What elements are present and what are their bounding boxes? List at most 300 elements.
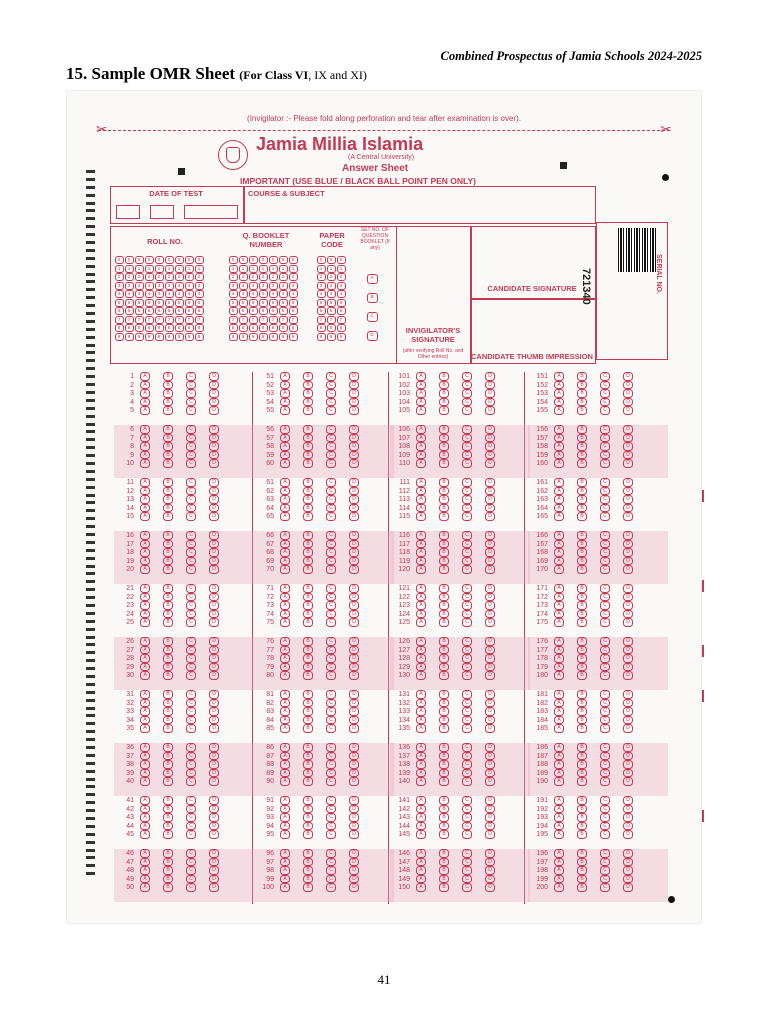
option-bubble[interactable]: A (554, 858, 564, 867)
option-bubble[interactable]: C (462, 769, 472, 778)
option-bubble[interactable]: A (554, 495, 564, 504)
option-bubble[interactable]: A (280, 398, 290, 407)
option-bubble[interactable]: B (439, 637, 449, 646)
option-bubble[interactable]: A (416, 504, 426, 513)
digit-bubble[interactable]: 6 (259, 307, 268, 315)
option-bubble[interactable]: D (209, 540, 219, 549)
option-bubble[interactable]: C (600, 425, 610, 434)
option-bubble[interactable]: B (577, 866, 587, 875)
option-bubble[interactable]: C (600, 487, 610, 496)
digit-bubble[interactable]: 9 (289, 333, 298, 341)
option-bubble[interactable]: C (326, 565, 336, 574)
option-bubble[interactable]: C (462, 849, 472, 858)
option-bubble[interactable]: D (485, 584, 495, 593)
option-bubble[interactable]: D (485, 743, 495, 752)
option-bubble[interactable]: C (326, 540, 336, 549)
option-bubble[interactable]: B (577, 389, 587, 398)
option-bubble[interactable]: C (186, 540, 196, 549)
option-bubble[interactable]: B (439, 504, 449, 513)
option-bubble[interactable]: B (577, 478, 587, 487)
option-bubble[interactable]: D (349, 743, 359, 752)
option-bubble[interactable]: B (577, 601, 587, 610)
digit-bubble[interactable]: 0 (185, 256, 194, 264)
digit-bubble[interactable]: 8 (229, 324, 238, 332)
option-bubble[interactable]: D (349, 654, 359, 663)
option-bubble[interactable]: A (554, 593, 564, 602)
option-bubble[interactable]: A (416, 707, 426, 716)
option-bubble[interactable]: D (209, 406, 219, 415)
option-bubble[interactable]: C (462, 637, 472, 646)
option-bubble[interactable]: B (163, 724, 173, 733)
option-bubble[interactable]: D (485, 565, 495, 574)
option-bubble[interactable]: A (140, 769, 150, 778)
option-bubble[interactable]: B (439, 584, 449, 593)
digit-bubble[interactable]: 2 (229, 273, 238, 281)
option-bubble[interactable]: D (349, 646, 359, 655)
digit-bubble[interactable]: 4 (229, 290, 238, 298)
option-bubble[interactable]: C (462, 777, 472, 786)
option-bubble[interactable]: B (577, 777, 587, 786)
option-bubble[interactable]: C (462, 883, 472, 892)
option-bubble[interactable]: D (349, 389, 359, 398)
option-bubble[interactable]: A (554, 478, 564, 487)
option-bubble[interactable]: D (349, 760, 359, 769)
option-bubble[interactable]: A (280, 707, 290, 716)
option-bubble[interactable]: A (140, 565, 150, 574)
option-bubble[interactable]: A (140, 478, 150, 487)
option-bubble[interactable]: D (623, 584, 633, 593)
option-bubble[interactable]: C (326, 699, 336, 708)
digit-bubble[interactable]: 5 (259, 299, 268, 307)
option-bubble[interactable]: D (349, 557, 359, 566)
digit-bubble[interactable]: 5 (175, 299, 184, 307)
digit-bubble[interactable]: 7 (269, 316, 278, 324)
option-bubble[interactable]: D (209, 716, 219, 725)
digit-bubble[interactable]: 3 (165, 282, 174, 290)
option-bubble[interactable]: C (462, 805, 472, 814)
digit-bubble[interactable]: 4 (289, 290, 298, 298)
option-bubble[interactable]: D (209, 459, 219, 468)
digit-bubble[interactable]: 0 (337, 256, 346, 264)
option-bubble[interactable]: B (303, 548, 313, 557)
digit-bubble[interactable]: 2 (165, 273, 174, 281)
option-bubble[interactable]: A (280, 487, 290, 496)
booklet-grid[interactable] (228, 256, 298, 341)
option-bubble[interactable]: A (416, 434, 426, 443)
option-bubble[interactable]: D (209, 601, 219, 610)
option-bubble[interactable]: A (554, 459, 564, 468)
option-bubble[interactable]: B (163, 504, 173, 513)
digit-bubble[interactable]: 8 (165, 324, 174, 332)
digit-bubble[interactable]: 7 (115, 316, 124, 324)
option-bubble[interactable]: C (326, 883, 336, 892)
option-bubble[interactable]: B (163, 389, 173, 398)
digit-bubble[interactable]: 1 (289, 265, 298, 273)
option-bubble[interactable]: D (623, 618, 633, 627)
digit-bubble[interactable]: 6 (155, 307, 164, 315)
option-bubble[interactable]: B (303, 760, 313, 769)
option-bubble[interactable]: C (326, 707, 336, 716)
option-bubble[interactable]: C (186, 372, 196, 381)
option-bubble[interactable]: C (326, 478, 336, 487)
option-bubble[interactable]: B (163, 610, 173, 619)
option-bubble[interactable]: B (163, 372, 173, 381)
digit-bubble[interactable]: 9 (195, 333, 204, 341)
option-bubble[interactable]: D (485, 540, 495, 549)
option-bubble[interactable]: C (326, 760, 336, 769)
option-bubble[interactable]: B (577, 610, 587, 619)
option-bubble[interactable]: C (326, 875, 336, 884)
option-bubble[interactable]: B (163, 584, 173, 593)
option-bubble[interactable]: D (209, 858, 219, 867)
option-bubble[interactable]: C (186, 760, 196, 769)
option-bubble[interactable]: D (209, 654, 219, 663)
option-bubble[interactable]: C (462, 813, 472, 822)
option-bubble[interactable]: D (485, 389, 495, 398)
option-bubble[interactable]: A (416, 699, 426, 708)
option-bubble[interactable]: B (577, 849, 587, 858)
option-bubble[interactable]: D (209, 875, 219, 884)
option-bubble[interactable]: A (280, 760, 290, 769)
option-bubble[interactable]: C (186, 654, 196, 663)
option-bubble[interactable]: D (485, 875, 495, 884)
option-bubble[interactable]: B (439, 398, 449, 407)
option-bubble[interactable]: B (577, 495, 587, 504)
option-bubble[interactable]: B (577, 593, 587, 602)
digit-bubble[interactable]: 6 (279, 307, 288, 315)
option-bubble[interactable]: C (600, 451, 610, 460)
option-bubble[interactable]: A (140, 601, 150, 610)
digit-bubble[interactable]: 0 (269, 256, 278, 264)
option-bubble[interactable]: B (577, 752, 587, 761)
digit-bubble[interactable]: 3 (135, 282, 144, 290)
option-bubble[interactable]: C (186, 451, 196, 460)
option-bubble[interactable]: A (554, 434, 564, 443)
option-bubble[interactable]: B (439, 813, 449, 822)
option-bubble[interactable]: C (462, 796, 472, 805)
digit-bubble[interactable]: 6 (185, 307, 194, 315)
option-bubble[interactable]: B (439, 487, 449, 496)
digit-bubble[interactable]: 1 (115, 265, 124, 273)
digit-bubble[interactable]: 3 (259, 282, 268, 290)
option-bubble[interactable]: C (326, 813, 336, 822)
option-bubble[interactable]: D (623, 813, 633, 822)
digit-bubble[interactable]: 4 (165, 290, 174, 298)
option-bubble[interactable]: A (280, 459, 290, 468)
option-bubble[interactable]: D (209, 752, 219, 761)
option-bubble[interactable]: A (140, 724, 150, 733)
option-bubble[interactable]: C (462, 565, 472, 574)
option-bubble[interactable]: A (140, 637, 150, 646)
option-bubble[interactable]: D (623, 752, 633, 761)
option-bubble[interactable]: B (303, 406, 313, 415)
digit-bubble[interactable]: 5 (115, 299, 124, 307)
digit-bubble[interactable]: 9 (145, 333, 154, 341)
option-bubble[interactable]: C (326, 381, 336, 390)
option-bubble[interactable]: D (623, 540, 633, 549)
option-bubble[interactable]: A (554, 805, 564, 814)
option-bubble[interactable]: D (485, 495, 495, 504)
option-bubble[interactable]: A (140, 398, 150, 407)
option-bubble[interactable]: B (439, 716, 449, 725)
option-bubble[interactable]: D (485, 398, 495, 407)
option-bubble[interactable]: A (416, 531, 426, 540)
option-bubble[interactable]: B (577, 654, 587, 663)
option-bubble[interactable]: C (186, 487, 196, 496)
option-bubble[interactable]: D (485, 548, 495, 557)
option-bubble[interactable]: C (462, 866, 472, 875)
option-bubble[interactable]: A (140, 866, 150, 875)
option-bubble[interactable]: C (600, 777, 610, 786)
option-bubble[interactable]: A (280, 434, 290, 443)
option-bubble[interactable]: D (485, 504, 495, 513)
option-bubble[interactable]: D (485, 646, 495, 655)
option-bubble[interactable]: A (140, 796, 150, 805)
option-bubble[interactable]: A (416, 372, 426, 381)
option-bubble[interactable]: C (186, 584, 196, 593)
option-bubble[interactable]: B (163, 495, 173, 504)
option-bubble[interactable]: C (186, 866, 196, 875)
option-bubble[interactable]: D (349, 584, 359, 593)
option-bubble[interactable]: B (303, 584, 313, 593)
option-bubble[interactable]: C (186, 849, 196, 858)
option-bubble[interactable]: D (209, 830, 219, 839)
option-bubble[interactable]: C (326, 434, 336, 443)
option-bubble[interactable]: B (439, 451, 449, 460)
option-bubble[interactable]: B (163, 752, 173, 761)
digit-bubble[interactable]: 8 (185, 324, 194, 332)
option-bubble[interactable]: C (326, 637, 336, 646)
option-bubble[interactable]: C (326, 849, 336, 858)
option-bubble[interactable]: C (462, 434, 472, 443)
option-bubble[interactable]: C (600, 584, 610, 593)
option-bubble[interactable]: D (485, 451, 495, 460)
option-bubble[interactable]: B (163, 671, 173, 680)
option-bubble[interactable]: B (439, 610, 449, 619)
option-bubble[interactable]: B (163, 398, 173, 407)
option-bubble[interactable]: D (623, 531, 633, 540)
option-bubble[interactable]: B (577, 381, 587, 390)
option-bubble[interactable]: B (163, 769, 173, 778)
option-bubble[interactable]: C (326, 601, 336, 610)
option-bubble[interactable]: A (416, 398, 426, 407)
option-bubble[interactable]: C (326, 716, 336, 725)
option-bubble[interactable]: D (209, 796, 219, 805)
digit-bubble[interactable]: 3 (289, 282, 298, 290)
option-bubble[interactable]: C (600, 743, 610, 752)
option-bubble[interactable]: D (485, 707, 495, 716)
digit-bubble[interactable]: 9 (269, 333, 278, 341)
option-bubble[interactable]: A (140, 760, 150, 769)
option-bubble[interactable]: B (303, 849, 313, 858)
option-bubble[interactable]: D (349, 504, 359, 513)
digit-bubble[interactable]: 8 (279, 324, 288, 332)
option-bubble[interactable]: A (416, 512, 426, 521)
option-bubble[interactable]: B (303, 752, 313, 761)
option-bubble[interactable]: B (163, 565, 173, 574)
digit-bubble[interactable]: 6 (115, 307, 124, 315)
option-bubble[interactable]: B (439, 495, 449, 504)
digit-bubble[interactable]: 6 (269, 307, 278, 315)
digit-bubble[interactable]: 4 (317, 290, 326, 298)
option-bubble[interactable]: C (326, 593, 336, 602)
digit-bubble[interactable]: 7 (165, 316, 174, 324)
option-bubble[interactable]: B (163, 777, 173, 786)
digit-bubble[interactable]: 6 (175, 307, 184, 315)
digit-bubble[interactable]: 4 (259, 290, 268, 298)
digit-bubble[interactable]: 2 (135, 273, 144, 281)
option-bubble[interactable]: A (280, 716, 290, 725)
digit-bubble[interactable]: 7 (155, 316, 164, 324)
option-bubble[interactable]: D (209, 813, 219, 822)
option-bubble[interactable]: D (349, 459, 359, 468)
digit-bubble[interactable]: 8 (239, 324, 248, 332)
option-bubble[interactable]: A (554, 752, 564, 761)
option-bubble[interactable]: D (349, 813, 359, 822)
option-bubble[interactable]: A (140, 716, 150, 725)
digit-bubble[interactable]: 1 (185, 265, 194, 273)
option-bubble[interactable]: A (416, 858, 426, 867)
digit-bubble[interactable]: 6 (125, 307, 134, 315)
option-bubble[interactable]: B (303, 459, 313, 468)
option-bubble[interactable]: C (600, 866, 610, 875)
digit-bubble[interactable]: 4 (327, 290, 336, 298)
option-bubble[interactable]: A (140, 495, 150, 504)
option-bubble[interactable]: A (280, 830, 290, 839)
digit-bubble[interactable]: 6 (145, 307, 154, 315)
option-bubble[interactable]: C (186, 752, 196, 761)
option-bubble[interactable]: B (439, 883, 449, 892)
option-bubble[interactable]: D (209, 805, 219, 814)
option-bubble[interactable]: C (186, 425, 196, 434)
digit-bubble[interactable]: 4 (115, 290, 124, 298)
digit-bubble[interactable]: 1 (135, 265, 144, 273)
option-bubble[interactable]: D (623, 487, 633, 496)
option-bubble[interactable]: B (439, 654, 449, 663)
digit-bubble[interactable]: 0 (289, 256, 298, 264)
option-bubble[interactable]: C (186, 822, 196, 831)
digit-bubble[interactable]: 8 (125, 324, 134, 332)
option-bubble[interactable]: D (623, 504, 633, 513)
digit-bubble[interactable]: 3 (317, 282, 326, 290)
option-bubble[interactable]: B (577, 540, 587, 549)
option-bubble[interactable]: D (349, 512, 359, 521)
digit-bubble[interactable]: 0 (259, 256, 268, 264)
digit-bubble[interactable]: 4 (185, 290, 194, 298)
option-bubble[interactable]: C (600, 822, 610, 831)
option-bubble[interactable]: D (209, 760, 219, 769)
option-bubble[interactable]: B (577, 548, 587, 557)
option-bubble[interactable]: D (623, 557, 633, 566)
option-bubble[interactable]: C (462, 531, 472, 540)
option-bubble[interactable]: D (349, 451, 359, 460)
option-bubble[interactable]: A (416, 875, 426, 884)
option-bubble[interactable]: A (416, 760, 426, 769)
option-bubble[interactable]: D (209, 434, 219, 443)
option-bubble[interactable]: C (462, 495, 472, 504)
option-bubble[interactable]: D (209, 381, 219, 390)
option-bubble[interactable]: C (600, 796, 610, 805)
option-bubble[interactable]: C (600, 548, 610, 557)
digit-bubble[interactable]: 2 (125, 273, 134, 281)
digit-bubble[interactable]: 6 (239, 307, 248, 315)
option-bubble[interactable]: D (485, 777, 495, 786)
option-bubble[interactable]: C (326, 805, 336, 814)
option-bubble[interactable]: B (439, 796, 449, 805)
digit-bubble[interactable]: 1 (249, 265, 258, 273)
option-bubble[interactable]: D (349, 849, 359, 858)
option-bubble[interactable]: B (303, 425, 313, 434)
option-bubble[interactable]: A (280, 584, 290, 593)
digit-bubble[interactable]: 8 (135, 324, 144, 332)
option-bubble[interactable]: D (485, 531, 495, 540)
option-bubble[interactable]: C (186, 796, 196, 805)
option-bubble[interactable]: C (326, 459, 336, 468)
digit-bubble[interactable]: 7 (175, 316, 184, 324)
option-bubble[interactable]: C (600, 540, 610, 549)
option-bubble[interactable]: A (140, 654, 150, 663)
option-bubble[interactable]: D (209, 883, 219, 892)
option-bubble[interactable]: A (416, 487, 426, 496)
digit-bubble[interactable]: 0 (125, 256, 134, 264)
option-bubble[interactable]: B (303, 601, 313, 610)
option-bubble[interactable]: B (577, 459, 587, 468)
option-bubble[interactable]: D (623, 724, 633, 733)
option-bubble[interactable]: C (600, 512, 610, 521)
option-bubble[interactable]: A (416, 752, 426, 761)
option-bubble[interactable]: B (439, 512, 449, 521)
option-bubble[interactable]: B (163, 822, 173, 831)
option-bubble[interactable]: D (209, 610, 219, 619)
option-bubble[interactable]: D (349, 671, 359, 680)
option-bubble[interactable]: A (280, 451, 290, 460)
option-bubble[interactable]: B (439, 858, 449, 867)
digit-bubble[interactable]: 6 (135, 307, 144, 315)
option-bubble[interactable]: A (554, 398, 564, 407)
digit-bubble[interactable]: 8 (195, 324, 204, 332)
option-bubble[interactable]: D (485, 830, 495, 839)
option-bubble[interactable]: A (554, 451, 564, 460)
option-bubble[interactable]: B (439, 663, 449, 672)
option-bubble[interactable]: A (416, 769, 426, 778)
option-bubble[interactable]: C (462, 487, 472, 496)
option-bubble[interactable]: B (303, 796, 313, 805)
option-bubble[interactable]: A (416, 495, 426, 504)
option-bubble[interactable]: A (554, 796, 564, 805)
option-bubble[interactable]: B (577, 442, 587, 451)
digit-bubble[interactable]: 9 (239, 333, 248, 341)
digit-bubble[interactable]: 7 (259, 316, 268, 324)
option-bubble[interactable]: C (462, 425, 472, 434)
option-bubble[interactable]: D (349, 495, 359, 504)
option-bubble[interactable]: C (326, 389, 336, 398)
option-bubble[interactable]: C (326, 495, 336, 504)
option-bubble[interactable]: C (326, 372, 336, 381)
set-bubble[interactable]: B (367, 293, 378, 303)
option-bubble[interactable]: C (186, 610, 196, 619)
digit-bubble[interactable]: 7 (317, 316, 326, 324)
option-bubble[interactable]: C (462, 548, 472, 557)
option-bubble[interactable]: C (186, 512, 196, 521)
option-bubble[interactable]: C (600, 478, 610, 487)
option-bubble[interactable]: C (600, 381, 610, 390)
digit-bubble[interactable]: 4 (175, 290, 184, 298)
option-bubble[interactable]: C (186, 769, 196, 778)
option-bubble[interactable]: B (439, 777, 449, 786)
option-bubble[interactable]: D (349, 540, 359, 549)
option-bubble[interactable]: D (209, 531, 219, 540)
option-bubble[interactable]: A (140, 531, 150, 540)
